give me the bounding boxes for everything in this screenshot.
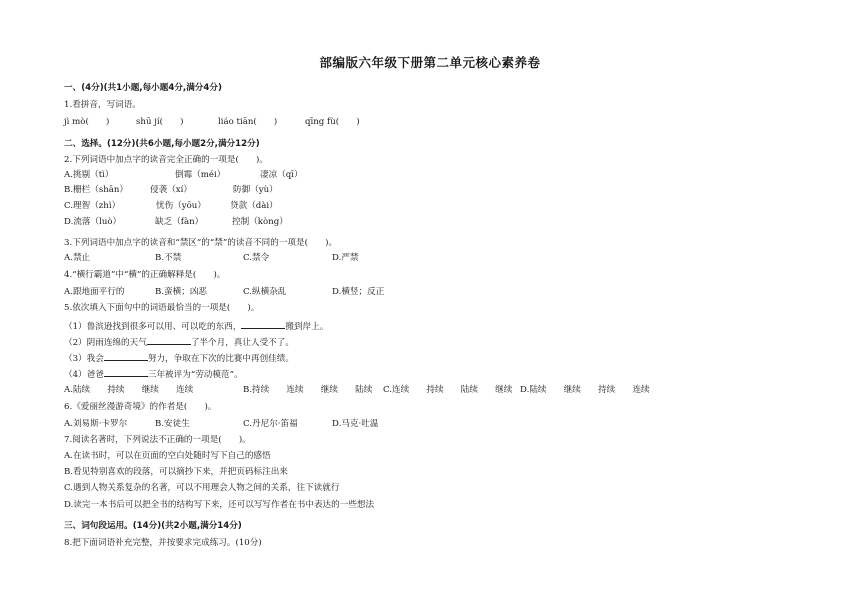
sentence-text: （1）鲁滨逊找到很多可以用、可以吃的东西， <box>64 322 242 332</box>
option-b-word1: B.栅栏（shān） <box>64 185 129 195</box>
question-4-stem: 4.“横行霸道”中“横”的正确解释是( )。 <box>64 270 226 280</box>
option-a: A.刘易斯·卡罗尔 <box>64 419 128 429</box>
section3-heading: 三、词句段运用。(14分)(共2小题,满分14分) <box>64 521 242 531</box>
answer-blank[interactable] <box>147 335 191 345</box>
question-8-stem: 8.把下面词语补充完整，并按要求完成练习。(10分) <box>64 538 262 548</box>
option-a: A.陆续 持续 继续 连续 <box>64 385 194 395</box>
option-a: A.禁止 <box>64 253 91 263</box>
question-7-stem: 7.阅读名著时，下列说法不正确的一项是( )。 <box>64 435 251 445</box>
option-d-word1: D.流落（luò） <box>64 217 122 227</box>
question-6-stem: 6.《爱丽丝漫游奇境》的作者是( )。 <box>64 402 217 412</box>
option-a-word3: 凄凉（qī） <box>260 170 303 180</box>
option-c: C.丹尼尔·笛福 <box>243 419 298 429</box>
page-title: 部编版六年级下册第二单元核心素养卷 <box>319 55 541 70</box>
sentence-text: （3）我会 <box>64 354 104 364</box>
sentence-text: （4）爸爸 <box>64 370 104 380</box>
option-c: C.连续 持续 陆续 继续 <box>383 385 513 395</box>
option-a: A.跟地面平行的 <box>64 287 125 297</box>
section1-heading: 一、(4分)(共1小题,每小题4分,满分4分) <box>64 83 222 93</box>
option-d: D.横竖；反正 <box>332 287 385 297</box>
option-c-word1: C.理智（zhì） <box>64 201 121 211</box>
option-d: D.马克·吐温 <box>332 419 379 429</box>
sentence-text: 三年被评为“劳动模范”。 <box>147 370 243 380</box>
question-2-stem: 2.下列词语中加点字的读音完全正确的一项是( )。 <box>64 155 268 165</box>
question-5-stem: 5.依次填入下面句中的词语最恰当的一项是( )。 <box>64 303 260 313</box>
option-d: D.读完一本书后可以把全书的结构写下来，还可以写写作者在书中表达的一些想法 <box>64 500 375 510</box>
option-b: B.持续 连续 继续 陆续 <box>243 385 373 395</box>
option-b-word3: 防御（yù） <box>233 185 278 195</box>
answer-blank[interactable] <box>104 367 148 377</box>
option-d-word3: 控制（kòng） <box>232 217 288 227</box>
answer-blank[interactable] <box>104 351 148 361</box>
sentence-text: （2）阴雨连绵的天气 <box>64 338 147 348</box>
q5-sentence-2 <box>64 335 294 349</box>
option-c: C.禁令 <box>243 253 270 263</box>
option-c: C.纵横杂乱 <box>243 287 287 297</box>
sentence-text: 搬到岸上。 <box>285 322 329 332</box>
question-3-stem: 3.下列词语中加点字的读音和“禁区”的“禁”的读音不同的一项是( )。 <box>64 238 338 248</box>
q5-sentence-4 <box>64 367 243 381</box>
option-c-word3: 贷款（dài） <box>230 201 278 211</box>
option-d: D.陆续 继续 持续 连续 <box>520 385 650 395</box>
q5-sentence-1 <box>64 319 328 333</box>
pinyin-item: liáo tiān( ) <box>218 117 278 127</box>
option-d: D.严禁 <box>332 253 359 263</box>
sentence-text: 努力，争取在下次的比赛中再创佳绩。 <box>147 354 294 364</box>
option-b: B.看见特别喜欢的段落，可以摘抄下来，并把页码标注出来 <box>64 467 288 477</box>
answer-blank[interactable] <box>241 319 285 329</box>
section2-heading: 二、选择。(12分)(共6小题,每小题2分,满分12分) <box>64 139 260 149</box>
sentence-text: 了半个月，真让人受不了。 <box>190 338 294 348</box>
option-a-word1: A.挑剔（tì） <box>64 170 114 180</box>
pinyin-item: shū jí( ) <box>136 117 184 127</box>
option-b: B.安徒生 <box>155 419 190 429</box>
option-a-word2: 倒霉（méi） <box>175 170 226 180</box>
option-c-word2: 忧伤（yōu） <box>156 201 206 211</box>
pinyin-item: qīng fù( ) <box>305 117 360 127</box>
option-b: B.蛮横；凶恶 <box>155 287 208 297</box>
q5-sentence-3 <box>64 351 294 365</box>
option-b: B.不禁 <box>155 253 182 263</box>
option-d-word2: 缺乏（fàn） <box>155 217 204 227</box>
option-c: C.遇到人物关系复杂的名著，可以不用理会人物之间的关系，往下读就行 <box>64 483 340 493</box>
option-a: A.在读书时，可以在页面的空白处随时写下自己的感悟 <box>64 451 271 461</box>
pinyin-item: jì mò( ) <box>64 117 110 127</box>
option-b-word2: 侵袭（xí） <box>150 185 192 195</box>
question-1: 1.看拼音，写词语。 <box>64 100 141 110</box>
